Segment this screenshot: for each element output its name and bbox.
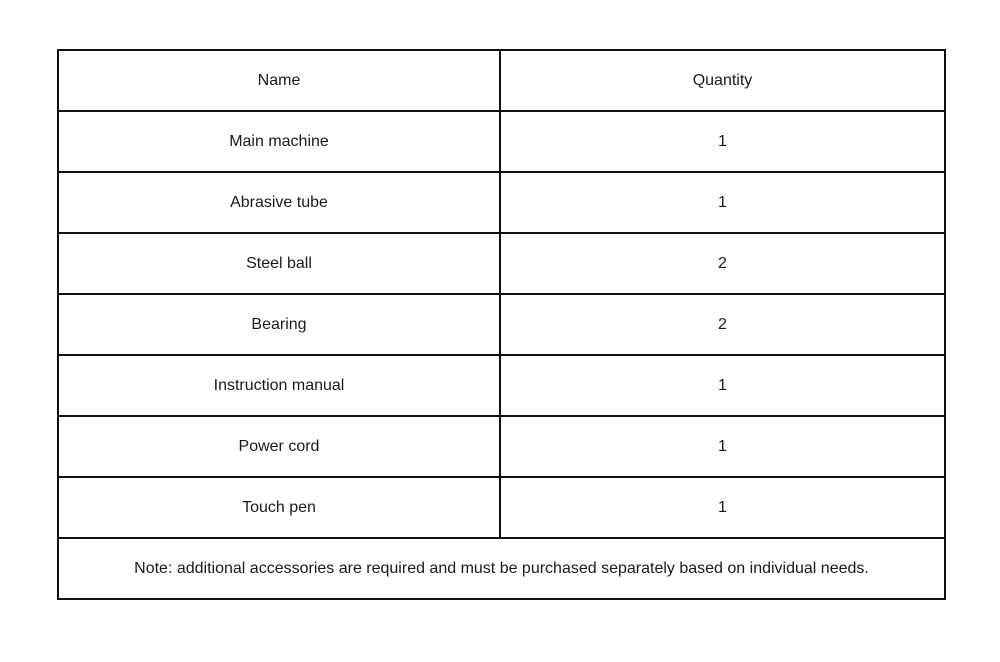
table-header-row: [58, 50, 945, 111]
item-quantity-cell: 1: [500, 477, 945, 538]
item-quantity-cell: 1: [500, 416, 945, 477]
item-quantity-cell: 2: [500, 294, 945, 355]
item-quantity-cell: 1: [500, 111, 945, 172]
item-quantity-cell: 2: [500, 233, 945, 294]
item-name-cell: Steel ball: [58, 233, 500, 294]
item-name-cell: Main machine: [58, 111, 500, 172]
table-row: [58, 294, 945, 355]
column-header-name: Name: [58, 50, 500, 111]
table-row: [58, 233, 945, 294]
item-name-cell: Power cord: [58, 416, 500, 477]
table-row: [58, 172, 945, 233]
table-row: [58, 477, 945, 538]
packing-list-table: [57, 49, 946, 600]
item-name-cell: Abrasive tube: [58, 172, 500, 233]
item-name-cell: Instruction manual: [58, 355, 500, 416]
table-row: [58, 416, 945, 477]
item-name-cell: Touch pen: [58, 477, 500, 538]
column-header-quantity: Quantity: [500, 50, 945, 111]
table-note: Note: additional accessories are required and must be purchased separately based on individual needs.: [58, 538, 945, 599]
table-row: [58, 111, 945, 172]
item-name-cell: Bearing: [58, 294, 500, 355]
table-note-row: [58, 538, 945, 599]
item-quantity-cell: 1: [500, 355, 945, 416]
item-quantity-cell: 1: [500, 172, 945, 233]
table-row: [58, 355, 945, 416]
